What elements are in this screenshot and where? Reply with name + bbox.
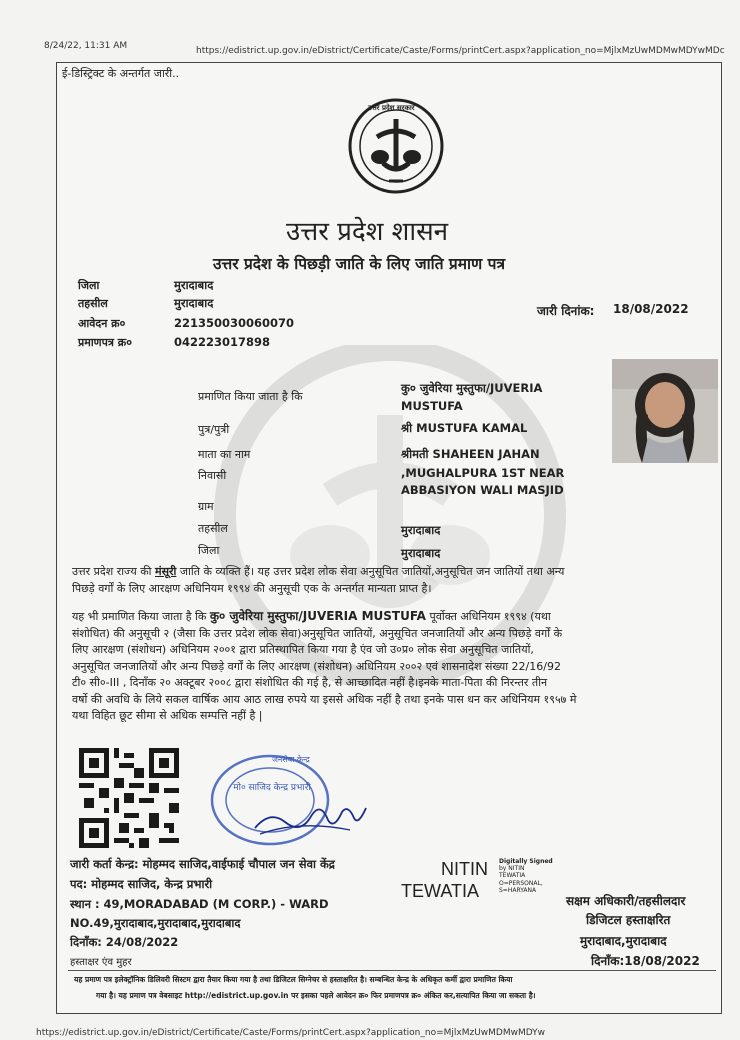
certify-label: प्रमाणित किया जाता है कि [198,390,303,403]
handwritten-signature [250,790,370,844]
certification-paragraph: यह भी प्रमाणित किया जाता है कि कु० जुवेरिया मुस्तुफा/JUVERIA MUSTUFA पूर्वोक्त अधिनियम १९९४ (यथा संशोधित) की अनुसूची २ (जैसा कि उत्तर प्रदेश लोक सेवा)अनुसूचित जातियों, अनुसूचित जनजातियों और अन्य पिछड़े वर्गों के लिए आरक्षण (संशोधन) अधिनियम २००१ द्वारा प्रतिस्थापित किया गया है एंव जो उ०प्र० लोक सेवा अनुसूचित जातियों, अनुसूचित जनजातियों और अन्य पिछड़े वर्गों के लिए आरक्षण (संशोधन) अधिनियम २००२ एवं शासनादेश संख्या 22/16/92 टी० सी०-III , दिनाँक २० अक्टूबर २००८ द्वारा संशोधित की गई है, से आच्छादित नहीं है।इनके माता-पिता की निरन्तर तीन वर्षो की अवधि के लिये सकल वार्षिक आय आठ लाख रुपये या इससे अधिक नहीं है तथा इनके पास धन कर अधिनियम १९५७ मे यथा विहित छूट सीमा से अधिक सम्पत्ति नहीं है | [72,609,577,722]
mother-label: माता का नाम [198,448,251,461]
qr-code [74,743,184,853]
field-value-tehsil: मुरादाबाद [174,296,214,310]
digital-signer-last: TEWATIA [401,881,479,901]
officer-place: मुरादाबाद,मुरादाबाद [580,934,667,948]
field-value-certificate-no: 042223017898 [174,335,271,349]
footer-note-line1: यह प्रमाण पत्र इलेक्ट्रॉनिक डिलिवरी सिस्टम द्वारा तैयार किया गया है तथा डिजिटल सिग्नेचर से हस्ताक्षरित है। सम्बन्धित केन्द्र के अधिकृत कर्मी द्वारा प्रमाणित किया [74,975,513,984]
applicant-name-line2: MUSTUFA [401,399,463,413]
field-label-certificate-no: प्रमाणपत्र क्र० [78,336,132,349]
issuer-place-line2: NO.49,मुरादाबाद,मुरादाबाद,मुरादाबाद [70,916,241,930]
child-of-label: पुत्र/पुत्री [198,423,230,436]
issuer-center: जारी कर्ता केन्द्र: मोहम्मद साजिद,वाईफाई चौपाल जन सेवा केंद्र [70,857,335,871]
district-value: मुरादाबाद [401,546,441,560]
issued-under-text: ई-डिस्ट्रिक्ट के अन्तर्गत जारी.. [62,67,180,80]
digital-signature-details: Digitally Signed by NITIN TEWATIA O=PERSONAL, S=HARYANA [499,858,553,894]
print-url[interactable]: https://edistrict.up.gov.in/eDistrict/Certificate/Caste/Forms/printCert.aspx?application_no=MjlxMzUwMDMwMDYwMDc [196,46,725,56]
issuer-post: पद: मोहम्मद साजिद, केन्द्र प्रभारी [70,877,213,891]
village-label: ग्राम [198,500,214,513]
print-url-footer[interactable]: https://edistrict.up.gov.in/eDistrict/Certificate/Caste/Forms/printCert.aspx?application_no=MjlxMzUwMDMwMDYw [36,1028,546,1038]
footer-note-line2: गया है। यह प्रमाण पत्र वेबसाइट http://edistrict.up.gov.in पर इसका पहले आवेदन क्र० फिर प्रमाणपत्र क्र० अंकित कर,सत्यापित किया जा सकता है। [96,991,536,1000]
issuer-place-line1: स्थान : 49,MORADABAD (M CORP.) - WARD [70,897,329,911]
stamp-text: मो० साजिद केन्द्र प्रभारी [233,783,311,793]
field-value-district: मुरादाबाद [174,278,214,292]
caste-name: मंसूरी [155,565,177,578]
field-label-district: जिला [78,279,100,292]
district-label: जिला [198,544,220,557]
resident-label: निवासी [198,469,227,482]
govt-title: उत्तर प्रदेश शासन [286,217,449,247]
officer-title: सक्षम अधिकारी/तहसीलदार [566,894,686,908]
caste-paragraph: उत्तर प्रदेश राज्य की मंसूरी जाति के व्यक्ति हैं। यह उत्तर प्रदेश लोक सेवा अनुसूचित जातियों,अनुसूचित जन जातियों तथा अन्य पिछड़े वर्गों के लिए आरक्षण अधिनियम १९९४ की अनुसूची एक के अन्तर्गत मान्यता प्राप्त है। [72,565,565,595]
address-line2: ABBASIYON WALI MASJID [401,483,564,497]
footer-divider [68,970,716,971]
tehsil-label: तहसील [198,522,228,535]
issue-date-label: जारी दिनांक: [537,304,595,318]
father-name: श्री MUSTUFA KAMAL [401,421,528,435]
field-label-tehsil: तहसील [78,297,108,310]
tehsil-value: मुरादाबाद [401,523,441,537]
officer-date: दिनाँक:18/08/2022 [591,954,700,968]
stamp-ring-text: जनसेवा केन्द्र [272,755,310,764]
issue-date: 18/08/2022 [613,302,689,316]
certificate-subtitle: उत्तर प्रदेश के पिछड़ी जाति के लिए जाति प्रमाण पत्र [213,255,505,273]
field-label-application-no: आवेदन क्र० [78,317,126,330]
field-value-application-no: 221350030060070 [174,316,295,330]
para-applicant-name: कु० जुवेरिया मुस्तुफा/JUVERIA MUSTUFA [209,609,426,623]
digital-signer-first: NITIN [441,859,488,879]
address-line1: ,MUGHALPURA 1ST NEAR [401,466,565,480]
issuer-date: दिनाँक: 24/08/2022 [70,935,179,949]
emblem-label: उत्तर प्रदेश सरकार [368,104,415,112]
print-datetime: 8/24/22, 11:31 AM [44,41,128,51]
applicant-photo [612,359,718,463]
sign-seal-label: हस्ताक्षर एंव मुहर [70,957,132,968]
applicant-name-line1: कु० जुवेरिया मुस्तुफा/JUVERIA [401,381,543,395]
officer-sign: डिजिटल हस्ताक्षरित [586,913,671,927]
mother-name: श्रीमती SHAHEEN JAHAN [401,447,540,461]
